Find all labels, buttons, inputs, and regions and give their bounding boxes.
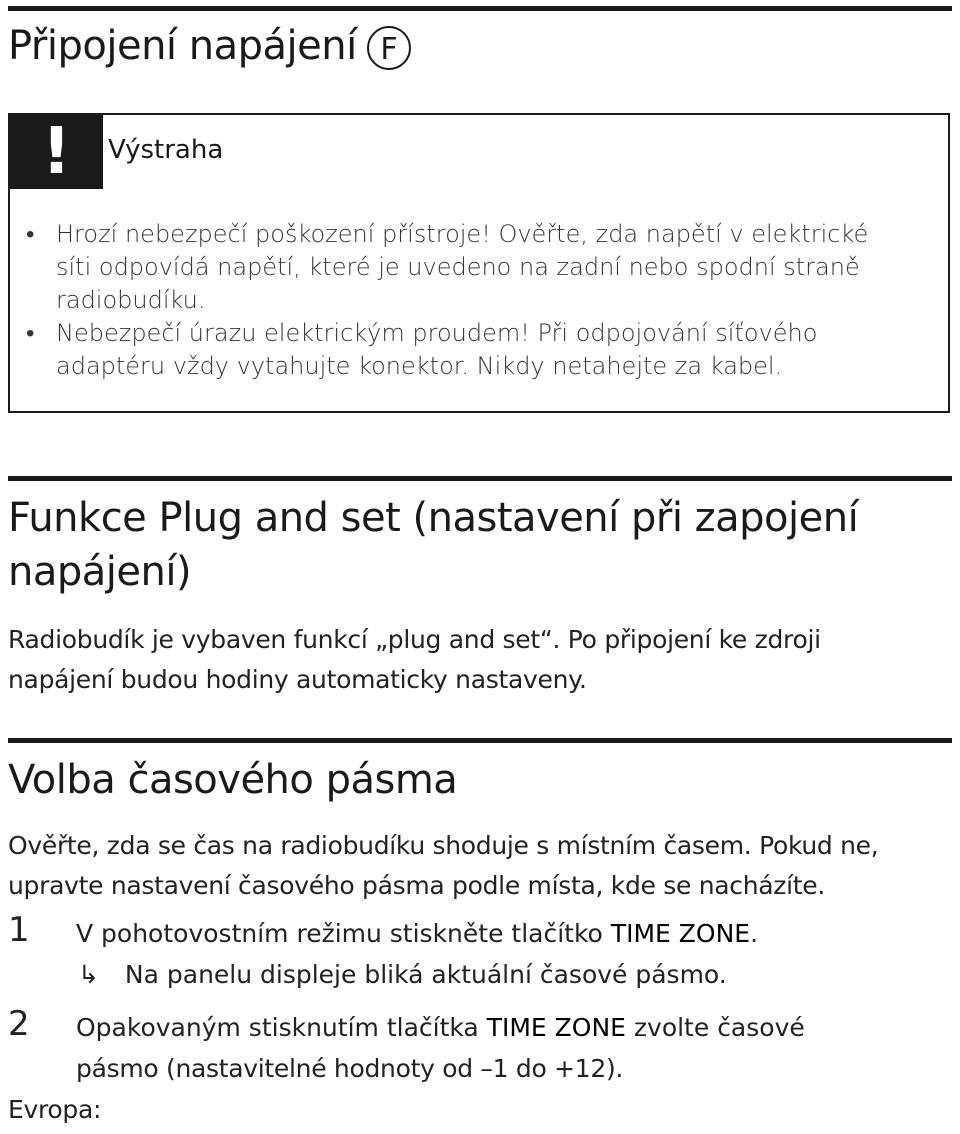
step-number: 2 bbox=[8, 1004, 30, 1044]
bullet-icon: • bbox=[26, 319, 35, 347]
section-title-text: Připojení napájení bbox=[8, 23, 357, 69]
section-rule bbox=[8, 476, 952, 481]
section-title-plug-and-set: Funkce Plug and set (nastavení při zapojení napájení) bbox=[8, 495, 859, 595]
section-title-power bbox=[8, 22, 411, 70]
key-label: TIME ZONE bbox=[486, 1013, 626, 1042]
section-rule bbox=[8, 738, 952, 743]
top-rule bbox=[8, 6, 952, 11]
warning-box bbox=[8, 113, 950, 413]
warning-list bbox=[24, 218, 944, 383]
warning-item: • Hrozí nebezpečí poškození přístroje! Ověřte, zda napětí v elektrické síti odpovídá napětí, které je uvedeno na zadní nebo spodní straně radiobudíku. bbox=[26, 220, 869, 314]
warning-title: Výstraha bbox=[108, 135, 224, 165]
bullet-icon: • bbox=[26, 220, 35, 248]
step-number: 1 bbox=[8, 910, 30, 950]
key-label: TIME ZONE bbox=[610, 919, 751, 948]
result-line: ↳ Na panelu displeje bliká aktuální časové pásmo. bbox=[78, 960, 727, 989]
figure-marker-badge: F bbox=[367, 26, 411, 70]
warning-item: • Nebezpečí úrazu elektrickým proudem! Při odpojování síťového adaptéru vždy vytahujte konektor. Nikdy netahejte za kabel. bbox=[26, 319, 818, 380]
europe-label: Evropa: bbox=[8, 1095, 102, 1124]
step-2-continued: pásmo (nastavitelné hodnoty od –1 do +12). bbox=[76, 1054, 624, 1083]
result-arrow-icon: ↳ bbox=[78, 960, 99, 989]
exclamation-icon: ! bbox=[10, 115, 103, 189]
time-zone-text: Ověřte, zda se čas na radiobudíku shoduje s místním časem. Pokud ne, upravte nastavení časového pásma podle místa, kde se nacházíte. bbox=[8, 831, 879, 900]
section-title-time-zone: Volba časového pásma bbox=[8, 757, 458, 803]
plug-and-set-text: Radiobudík je vybaven funkcí „plug and set“. Po připojení ke zdroji napájení budou hodiny automaticky nastaveny. bbox=[8, 625, 821, 694]
